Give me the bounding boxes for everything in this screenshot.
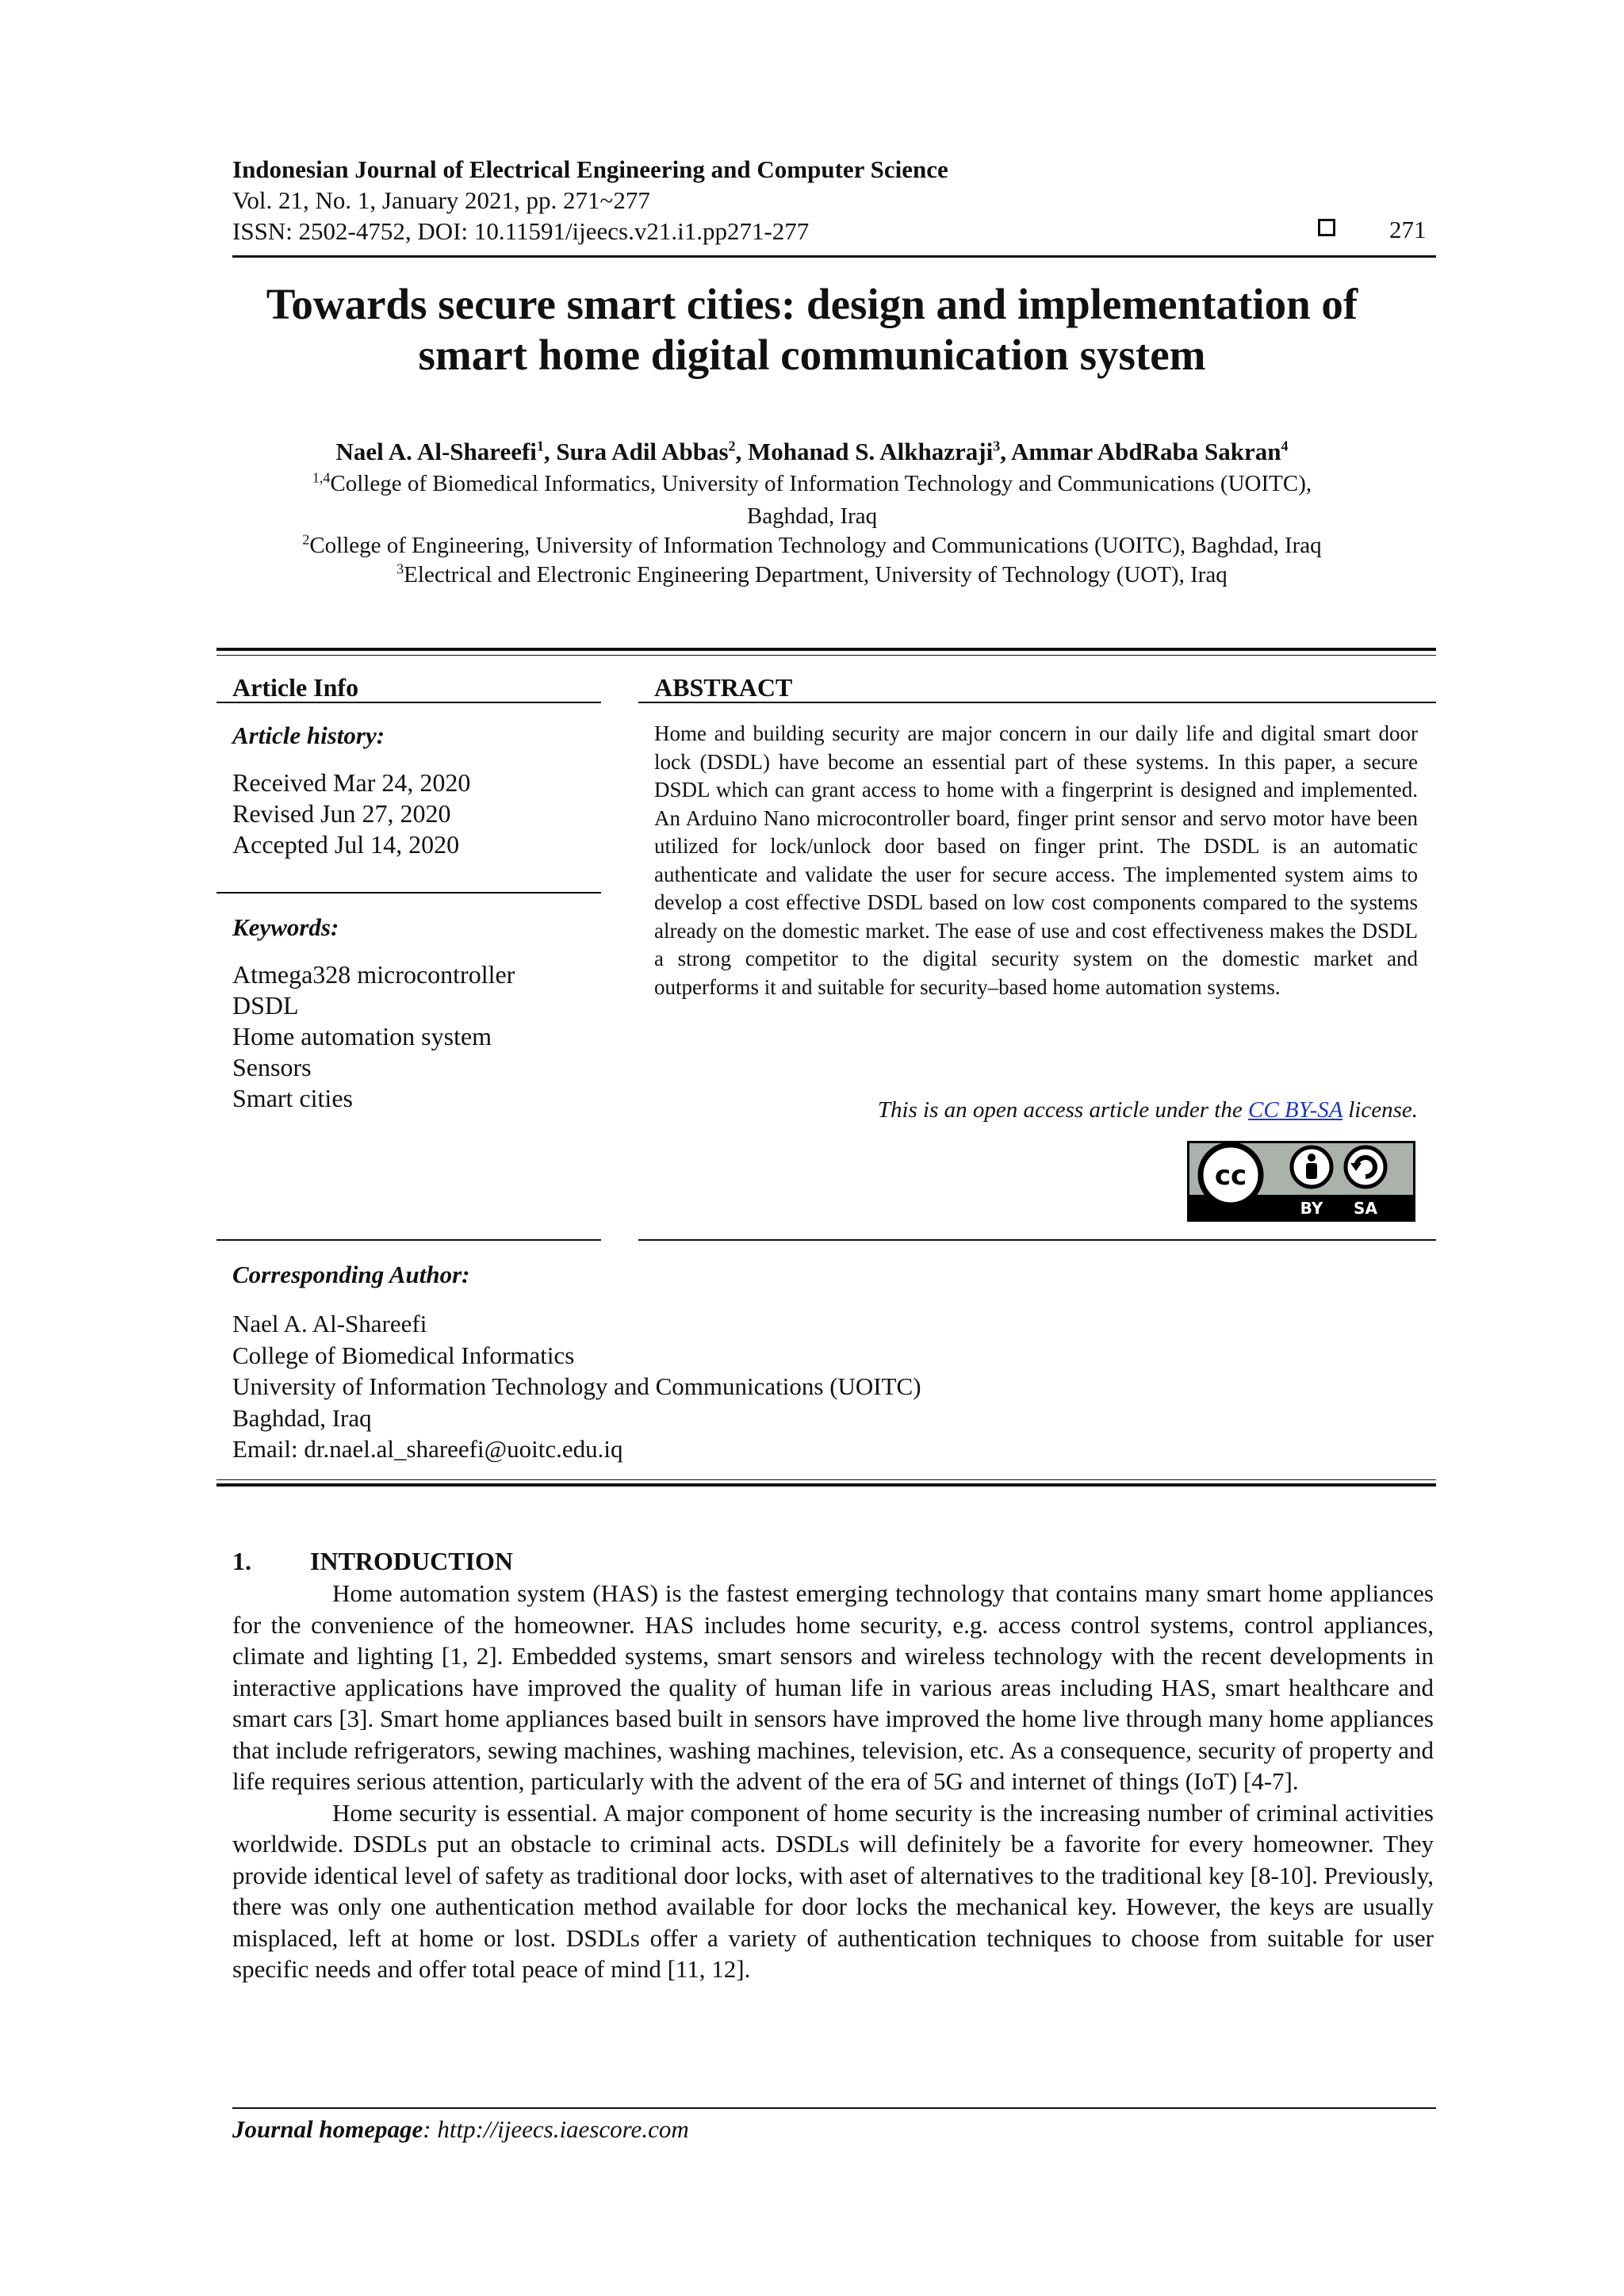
paragraph: Home automation system (HAS) is the fastest emerging technology that contains many smart home appliances for the convenience of the homeowner. HAS includes home security, e.g. access control systems, control appliances, climate and lighting [1, 2]. Embedded systems, smart sensors and wireless technology with the recent developments in interactive applications have improved the quality of human life in various areas including HAS, smart healthcare and smart cars [3]. Smart home appliances based built in sensors have improved the home live through many home appliances that include refrigerators, sewing machines, washing machines, television, etc. As a consequence, security of property and life requires serious attention, particularly with the advent of the era of 5G and internet of things (IoT) [4-7]. [232,1579,1434,1795]
author-name: Nael A. Al-Shareefi [335,438,537,465]
affiliation [119,561,1505,589]
section-title: INTRODUCTION [310,1547,514,1575]
corresponding-college: College of Biomedical Informatics [232,1341,575,1369]
badge-cc-text: cc [1214,1160,1247,1192]
article-history-heading: Article history: [232,721,385,749]
cc-by-sa-badge[interactable] [1187,1141,1415,1222]
keyword: Atmega328 microcontroller [232,960,515,989]
keyword: DSDL [232,991,299,1020]
affiliation [119,502,1505,530]
page-number: 271 [1389,216,1427,243]
journal-name: Indonesian Journal of Electrical Engineering and Computer Science [232,155,948,183]
author-sup: 3 [993,438,1001,454]
cc-by-sa-icon [1187,1141,1415,1222]
abstract-bottom-rule [638,1239,1436,1241]
journal-homepage [232,2115,689,2144]
keywords-rule [216,892,601,894]
frame-top-rule [216,648,1436,651]
license-statement [654,1097,1418,1123]
history-received: Received Mar 24, 2020 [232,768,471,797]
cc-by-sa-link[interactable]: CC BY-SA [1248,1097,1342,1123]
frame-bottom-rule [216,1483,1436,1487]
keywords-heading: Keywords: [232,913,339,941]
author-name: Mohanad S. Alkhazraji [748,438,994,465]
corresponding-email: Email: dr.nael.al_shareefi@uoitc.edu.iq [232,1435,623,1463]
introduction-heading [232,1547,513,1576]
author-sup: 1 [536,438,544,454]
footer-rule [232,2107,1436,2109]
history-revised: Revised Jun 27, 2020 [232,799,451,828]
corresponding-heading: Corresponding Author: [232,1261,470,1288]
introduction-body [232,1578,1434,1985]
header-rule [232,255,1436,258]
corresponding-city: Baghdad, Iraq [232,1403,372,1432]
badge-by-text: BY [1300,1199,1323,1218]
author-sup: 4 [1281,438,1289,454]
frame-bottom-rule-thin [216,1479,1436,1480]
volume-info: Vol. 21, No. 1, January 2021, pp. 271~277 [232,186,650,214]
corresponding-rule [216,1239,601,1241]
frame-top-rule-thin [216,655,1436,656]
abstract-heading: ABSTRACT [654,673,793,702]
keyword: Smart cities [232,1084,353,1112]
keyword: Home automation system [232,1022,492,1050]
badge-sa-text: SA [1354,1199,1377,1218]
license-suffix: license. [1342,1097,1418,1123]
title-line-1: Towards secure smart cities: design and implementation of [266,280,1358,328]
corresponding-name: Nael A. Al-Shareefi [232,1310,427,1337]
abstract-text: Home and building security are major concern in our daily life and digital smart door lock (DSDL) have become an essential part of these systems. In this paper, a secure DSDL which can grant access to home with a fingerprint is designed and implemented. An Arduino Nano microcontroller board, finger print sensor and servo motor have been utilized for lock/unlock door based on finger print. The DSDL is an automatic authenticate and validate the user for secure access. The implemented system aims to develop a cost effective DSDL based on low cost components compared to the systems already on the domestic market. The ease of use and cost effectiveness makes the DSDL a strong competitor to the digital security system on the domestic market and outperforms it and suitable for security–based home automation systems. [654,721,1418,999]
author-name: Ammar AbdRaba Sakran [1011,438,1281,465]
paragraph: Home security is essential. A major component of home security is the increasing number of criminal activities worldwide. DSDLs put an obstacle to criminal acts. DSDLs will definitely be a favorite for every homeowner. They provide identical level of safety as traditional door locks, with aset of alternatives to the traditional key [8-10]. Previously, there was only one authentication method available for door locks the mechanical key. However, the keys are usually misplaced, left at home or lost. DSDLs offer a variety of authentication techniques to choose from suitable for user specific needs and offer total peace of mind [11, 12]. [232,1798,1434,1983]
license-prefix: This is an open access article under the [877,1097,1248,1123]
corresponding-details [232,1308,921,1465]
title-line-2: smart home digital communication system [418,331,1206,379]
abstract-rule [638,702,1436,703]
page-box-icon [1318,219,1335,236]
article-history [232,767,470,860]
affiliation-sup: 1,4 [312,469,331,486]
issn-doi: ISSN: 2502-4752, DOI: 10.11591/ijeecs.v21.i1.pp271-277 [232,217,810,245]
affiliation-sup: 2 [302,531,310,548]
article-info-rule [216,702,601,703]
footer-url[interactable]: : http://ijeecs.iaescore.com [423,2115,689,2143]
affiliation [119,469,1505,498]
affiliation-text: College of Biomedical Informatics, University of Information Technology and Communications (UOITC), [330,471,1312,496]
affiliation [119,531,1505,560]
affiliation-sup: 3 [396,561,404,577]
footer-label: Journal homepage [232,2115,423,2143]
history-accepted: Accepted Jul 14, 2020 [232,830,460,859]
author-sup: 2 [728,438,736,454]
keywords-list [232,959,515,1114]
paper-title [159,279,1465,381]
article-info-heading: Article Info [232,673,359,702]
affiliation-text: College of Engineering, University of Information Technology and Communications (UOITC), Baghdad, Iraq [309,533,1322,558]
affiliation-text: Baghdad, Iraq [746,503,878,529]
section-number: 1. [232,1547,251,1575]
corresponding-university: University of Information Technology and Communications (UOITC) [232,1372,921,1400]
affiliation-text: Electrical and Electronic Engineering Department, University of Technology (UOT), Iraq [404,562,1228,587]
author-name: Sura Adil Abbas [556,438,729,465]
author-list: Nael A. Al-Shareefi$^1$, Sura Adil Abbas$^2$, Mohanad S. Alkhazraji$^3$, Ammar AbdRaba Sakran$^4$ [335,438,1289,465]
keyword: Sensors [232,1053,312,1081]
